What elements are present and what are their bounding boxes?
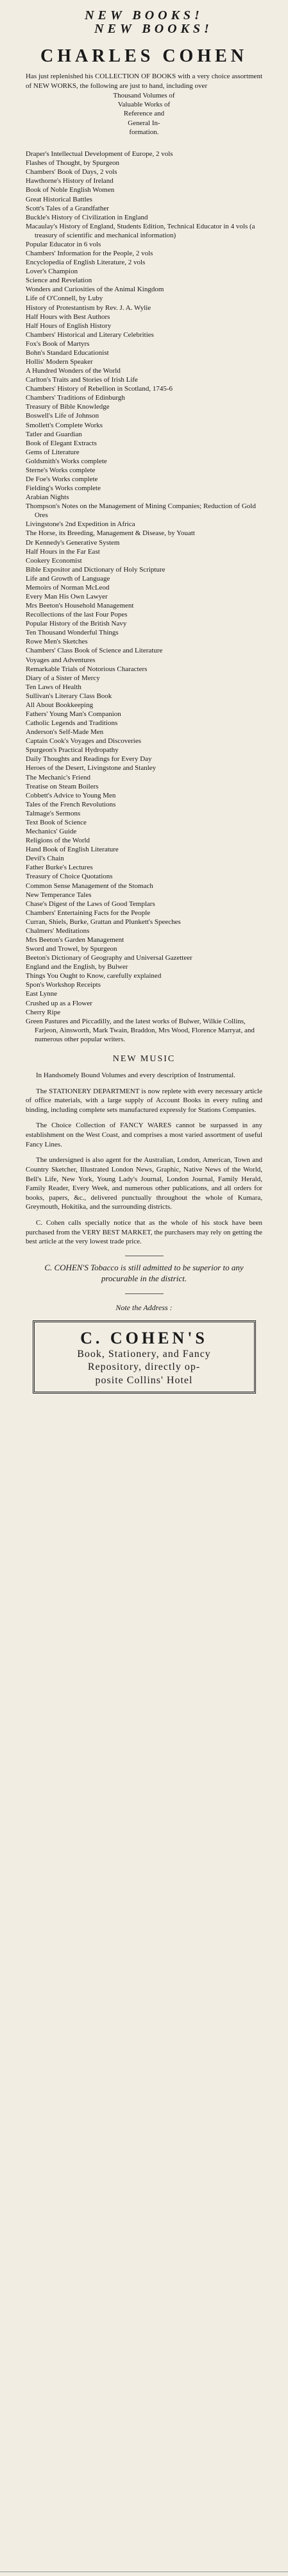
- book-list-item: The Horse, its Breeding, Management & Disease, by Youatt: [26, 529, 195, 538]
- book-list-item: Scott's Tales of a Grandfather: [26, 204, 109, 212]
- book-list-item: Book of Noble English Women: [26, 186, 115, 194]
- book-list-item: Things You Ought to Know, carefully explained: [26, 972, 162, 980]
- book-list-item: Religions of the World: [26, 837, 90, 845]
- intro-paragraph: Has just replenished his COLLECTION OF BOOKS with a very choice assortment of NEW WORKS, the following are just to hand, including over: [26, 73, 262, 90]
- book-list-item: Chambers' Traditions of Edinburgh: [26, 394, 125, 402]
- book-list-item: Beeton's Dictionary of Geography and Universal Gazetteer: [26, 954, 192, 962]
- book-list-item: Catholic Legends and Traditions: [26, 719, 118, 728]
- pricing-paragraph: C. Cohen calls specially notice that as the whole of his stock have been purchased from the VERY BEST MARKET, the purchasers may rely on getting the best article at the very lowest trade price.: [26, 1219, 262, 1246]
- book-list-item: Life and Growth of Language: [26, 574, 110, 583]
- book-list-item: Bible Expositor and Dictionary of Holy Scripture: [26, 565, 165, 574]
- book-list-item: De Foe's Works complete: [26, 475, 98, 483]
- book-list-item: Text Book of Science: [26, 818, 87, 826]
- book-list-item: Father Burke's Lectures: [26, 864, 93, 872]
- book-list-item: Curran, Shiels, Burke, Grattan and Plunkett's Speeches: [26, 917, 181, 926]
- book-list-item: Spon's Workshop Receipts: [26, 981, 101, 989]
- book-list-item: History of Protestantism by Rev. J. A. Wylie: [26, 303, 151, 312]
- book-list-item: A Hundred Wonders of the World: [26, 367, 121, 375]
- book-list-item: Thompson's Notes on the Management of Mining Companies; Reduction of Gold Ores: [26, 502, 256, 520]
- book-list-item: Dr Kennedy's Generative System: [26, 538, 120, 547]
- merchant-name: CHARLES COHEN: [40, 46, 248, 66]
- book-list-item: Sterne's Works complete: [26, 466, 96, 474]
- book-list-item: Mechanics' Guide: [26, 828, 77, 836]
- address-box-line: posite Collins' Hotel: [95, 1375, 193, 1386]
- book-list-item: Encyclopedia of English Literature, 2 vols: [26, 259, 146, 267]
- book-list-item: Flashes of Thought, by Spurgeon: [26, 159, 119, 167]
- book-list-item: Ten Thousand Wonderful Things: [26, 629, 119, 637]
- book-list-item: Smollett's Complete Works: [26, 421, 103, 429]
- book-list-item: All About Bookkeeping: [26, 701, 94, 709]
- book-list-item: Cookery Economist: [26, 556, 82, 565]
- book-list-item: Chambers' Class Book of Science and Literature: [26, 647, 163, 655]
- book-list-item: Boswell's Life of Johnson: [26, 412, 99, 420]
- book-list-item: Diary of a Sister of Mercy: [26, 674, 100, 682]
- book-list-item: Carlton's Traits and Stories of Irish Life: [26, 376, 138, 384]
- book-list-item: Buckle's History of Civilization in England: [26, 213, 148, 221]
- book-list-item: Hawthorne's History of Ireland: [26, 177, 114, 185]
- book-list-item: Chambers' Entertaining Facts for the People: [26, 908, 151, 917]
- book-list-item: Life of O'Connell, by Luby: [26, 294, 103, 303]
- book-list-item: Cobbett's Advice to Young Men: [26, 791, 116, 799]
- book-list-item: Chalmers' Meditations: [26, 926, 90, 935]
- book-list-item: New Temperance Tales: [26, 891, 92, 899]
- book-list-item: Arabian Nights: [26, 493, 69, 502]
- book-list: [26, 149, 262, 1044]
- intro-lines: [26, 91, 262, 137]
- book-list-item: Chambers' History of Rebellion in Scotland, 1745-6: [26, 385, 173, 393]
- book-list-item: Heroes of the Desert, Livingstone and Stanley: [26, 764, 157, 772]
- book-list-item: Fox's Book of Martyrs: [26, 339, 90, 348]
- book-list-item: Rowe Men's Sketches: [26, 638, 88, 646]
- book-list-item: Mrs Beeton's Household Management: [26, 602, 134, 610]
- book-list-item: Spurgeon's Practical Hydropathy: [26, 746, 119, 755]
- divider: [125, 1293, 164, 1294]
- book-list-item: Remarkable Trials of Notorious Characters: [26, 665, 148, 673]
- headline-new-books-1: NEW BOOKS!: [85, 8, 203, 22]
- book-list-item: Bohn's Standard Educationist: [26, 348, 109, 357]
- book-list-item: Chase's Digest of the Laws of Good Templars: [26, 900, 155, 908]
- book-list-item: Half Hours of English History: [26, 321, 112, 330]
- book-list-item: Wonders and Curiosities of the Animal Kingdom: [26, 286, 164, 294]
- book-list-item: Talmage's Sermons: [26, 809, 81, 817]
- book-list-item: Green Pastures and Piccadilly, and the latest works of Bulwer, Wilkie Collins, Farjeon, Ainsworth, Mark Twain, Braddon, Mrs Wood, Florence Marryat, and numerous other popular writers.: [26, 1017, 255, 1043]
- book-list-item: Book of Elegant Extracts: [26, 439, 97, 447]
- book-list-item: Chambers' Historical and Literary Celebrities: [26, 330, 154, 339]
- book-list-item: Treasury of Choice Quotations: [26, 873, 113, 881]
- intro-line: Thousand Volumes of: [113, 91, 175, 99]
- address-box-line: Repository, directly op-: [87, 1361, 201, 1373]
- book-list-item: Chambers' Information for the People, 2 vols: [26, 250, 153, 258]
- music-heading: NEW MUSIC: [112, 1053, 176, 1064]
- book-list-item: Science and Revelation: [26, 277, 92, 285]
- book-list-item: England and the English, by Bulwer: [26, 963, 128, 971]
- book-list-item: Chambers' Book of Days, 2 vols: [26, 168, 117, 176]
- book-list-item: Fielding's Works complete: [26, 484, 101, 493]
- book-list-item: Common Sense Management of the Stomach: [26, 882, 153, 890]
- music-paragraph: In Handsomely Bound Volumes and every description of Instrumental.: [36, 1071, 235, 1079]
- tobacco-note: C. COHEN'S Tobacco is still admitted to be superior to any procurable in the district.: [44, 1262, 244, 1283]
- address-box-line: Book, Stationery, and Fancy: [77, 1348, 211, 1360]
- intro-line: Reference and: [123, 110, 165, 118]
- book-list-item: Half Hours with Best Authors: [26, 312, 110, 321]
- book-list-item: Gems of Literature: [26, 448, 80, 456]
- intro-line: General In-: [128, 119, 160, 127]
- book-list-item: Every Man His Own Lawyer: [26, 593, 108, 601]
- book-list-item: Half Hours in the Far East: [26, 547, 100, 556]
- address-box-name: C. COHEN'S: [80, 1328, 208, 1347]
- book-list-item: Memoirs of Norman McLeod: [26, 583, 110, 592]
- book-list-item: Captain Cook's Voyages and Discoveries: [26, 737, 141, 746]
- address-note: Note the Address :: [115, 1302, 173, 1312]
- book-list-item: Draper's Intellectual Development of Europe, 2 vols: [26, 150, 173, 158]
- book-list-item: Hand Book of English Literature: [26, 846, 119, 854]
- book-list-item: The Mechanic's Friend: [26, 773, 90, 781]
- book-list-item: Anderson's Self-Made Men: [26, 728, 104, 737]
- book-list-item: Ten Laws of Health: [26, 683, 81, 691]
- book-list-item: Cherry Ripe: [26, 1008, 61, 1016]
- book-list-item: Sullivan's Literary Class Book: [26, 692, 112, 700]
- intro-line: formation.: [129, 128, 159, 136]
- book-list-item: Macaulay's History of England, Students Edition, Technical Educator in 4 vols (a treasury of scientific and mechanical information): [26, 222, 255, 239]
- book-list-item: Treasury of Bible Knowledge: [26, 403, 110, 411]
- page-bottom-rule: [0, 2572, 288, 2576]
- book-list-item: Treatise on Steam Boilers: [26, 782, 99, 790]
- book-list-item: Sword and Trowel, by Spurgeon: [26, 945, 117, 953]
- book-list-item: Great Historical Battles: [26, 195, 92, 203]
- stationery-paragraph: The STATIONERY DEPARTMENT is now replete with every necessary article of office materials, with a large supply of Account Books in every ruling and binding, including complete sets manufactured expressly for Stations Companies.: [26, 1087, 262, 1114]
- fancy-wares-paragraph: The Choice Collection of FANCY WARES cannot be surpassed in any establishment on the West Coast, and comprises a most varied assortment of useful Fancy Lines.: [26, 1122, 262, 1148]
- book-list-item: Mrs Beeton's Garden Management: [26, 935, 124, 944]
- book-list-item: Goldsmith's Works complete: [26, 457, 107, 465]
- headline-new-books-2: NEW BOOKS!: [94, 22, 213, 36]
- book-list-item: Recollections of the last Four Popes: [26, 611, 128, 619]
- book-list-item: Voyages and Adventures: [26, 656, 96, 664]
- book-list-item: Hollis' Modern Speaker: [26, 357, 93, 366]
- book-list-item: Lover's Champion: [26, 268, 78, 276]
- book-list-item: Devil's Chain: [26, 855, 64, 863]
- book-list-item: Popular Educator in 6 vols: [26, 240, 101, 248]
- book-list-item: Crushed up as a Flower: [26, 999, 92, 1007]
- book-list-item: Popular History of the British Navy: [26, 620, 127, 628]
- book-list-item: Fathers' Young Man's Companion: [26, 710, 121, 719]
- book-list-item: Livingstone's 2nd Expedition in Africa: [26, 520, 135, 529]
- book-list-item: Tales of the French Revolutions: [26, 800, 116, 808]
- book-list-item: Tatler and Guardian: [26, 430, 82, 438]
- intro-line: Valuable Works of: [117, 100, 171, 108]
- address-box: [33, 1320, 256, 1394]
- book-list-item: Daily Thoughts and Readings for Every Day: [26, 755, 152, 763]
- agency-paragraph: The undersigned is also agent for the Australian, London, American, Town and Country Sketcher, Illustrated London News, Graphic, Native News of the World, Bell's Life, New York, Young Lady's Journal, London Journal, Family Herald, Family Reader, Every Week, and numerous other publications, and all orders for books, papers, &c., delivered punctually throughout the whole of Kumara, Greymouth, Hokitika, and the surrounding districts.: [26, 1156, 262, 1211]
- book-list-item: East Lynne: [26, 990, 58, 998]
